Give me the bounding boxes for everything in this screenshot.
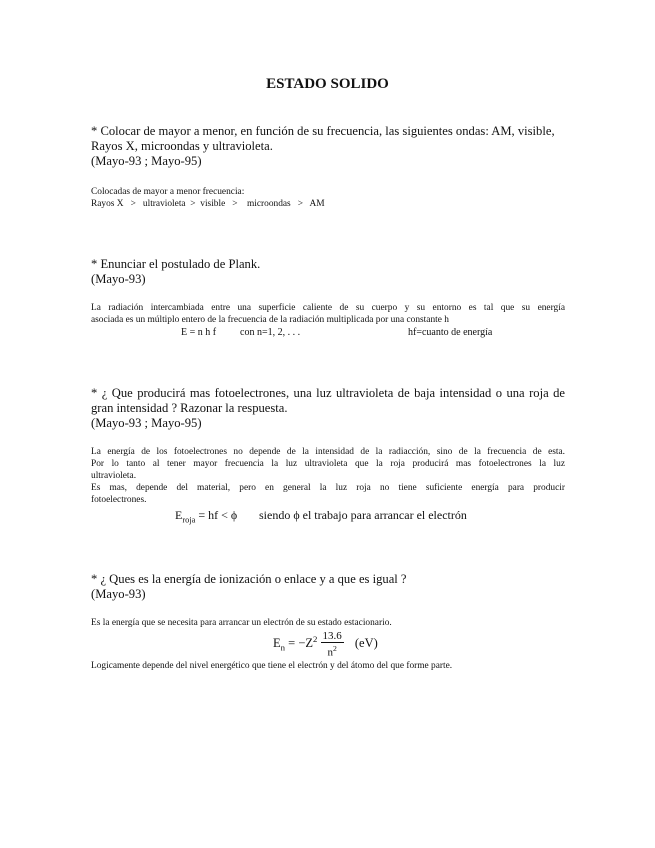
question-4 <box>91 572 565 602</box>
question-2-date: (Mayo-93) <box>91 272 146 286</box>
photoelectric-eq-rest: = hf < ϕ <box>195 508 238 522</box>
ionization-equation <box>273 630 378 659</box>
answer-1-line-1: Colocadas de mayor a menor frecuencia: <box>91 187 245 197</box>
photoelectric-eq-subscript: roja <box>182 515 196 525</box>
question-2 <box>91 257 565 287</box>
question-4-date: (Mayo-93) <box>91 587 146 601</box>
answer-1-line-2: Rayos X > ultravioleta > visible > microondas > AM <box>91 199 325 209</box>
answer-2 <box>91 302 565 326</box>
answer-2-line-1: La radiación intercambiada entre una superficie caliente de su cuerpo y su entorno es tal que su energía <box>91 303 565 313</box>
answer-3 <box>91 446 565 506</box>
planck-note: hf=cuanto de energía <box>408 327 493 338</box>
question-1-date: (Mayo-93 ; Mayo-95) <box>91 154 202 168</box>
ionization-unit: (eV) <box>354 636 378 651</box>
question-1-line-1: * Colocar de mayor a menor, en función de su frecuencia, las siguientes ondas: AM, visible, <box>91 124 555 138</box>
planck-condition: con n=1, 2, . . . <box>240 327 301 338</box>
ionization-den-base: n <box>327 646 333 659</box>
ionization-eq-mid: = −Z <box>285 636 314 651</box>
ionization-den-superscript: 2 <box>332 644 337 653</box>
question-1-line-2: Rayos X, microondas y ultravioleta. <box>91 139 273 153</box>
planck-equation: E = n h f <box>181 327 217 338</box>
answer-3-line-3: ultravioleta. <box>91 471 137 481</box>
question-1 <box>91 124 565 169</box>
question-3-line-2: gran intensidad ? Razonar la respuesta. <box>91 401 288 415</box>
ionization-fraction-denominator <box>321 643 344 659</box>
photoelectric-description: siendo ϕ el trabajo para arrancar el electrón <box>259 508 467 522</box>
ionization-eq-symbol: E <box>273 636 281 651</box>
answer-4-line-1: Es la energía que se necesita para arrancar un electrón de su estado estacionario. <box>91 618 392 628</box>
answer-2-line-2: asociada es un múltiplo entero de la frecuencia de la radiación multiplicada por una constante h <box>91 315 449 325</box>
page-title: ESTADO SOLIDO <box>266 76 389 92</box>
ionization-eq-subscript: n <box>280 642 286 653</box>
ionization-fraction <box>321 630 344 659</box>
answer-3-line-2: Por lo tanto al tener mayor frecuencia la luz ultravioleta que la roja producirá mas fotoelectrones la luz <box>91 459 565 469</box>
question-2-line-1: * Enunciar el postulado de Plank. <box>91 257 261 271</box>
answer-3-line-5: fotoelectrones. <box>91 495 147 505</box>
question-3 <box>91 386 565 431</box>
ionization-fraction-numerator: 13.6 <box>322 630 342 642</box>
question-4-line-1: * ¿ Ques es la energía de ionización o enlace y a que es igual ? <box>91 572 407 586</box>
photoelectric-eq-symbol: E <box>175 508 183 522</box>
photoelectric-equation <box>175 508 237 524</box>
ionization-eq-superscript: 2 <box>313 634 318 645</box>
answer-3-line-4: Es mas, depende del material, pero en general la luz roja no tiene suficiente energía para producir <box>91 483 565 493</box>
answer-3-line-1: La energía de los fotoelectrones no depende de la intensidad de la radiacción, sino de la frecuencia de esta. <box>91 447 565 457</box>
question-3-date: (Mayo-93 ; Mayo-95) <box>91 416 202 430</box>
question-3-line-1: * ¿ Que producirá mas fotoelectrones, una luz ultravioleta de baja intensidad o una roja de <box>91 386 565 400</box>
answer-1 <box>91 186 565 210</box>
answer-4-line-2: Logicamente depende del nivel energético que tiene el electrón y del átomo del que forme parte. <box>91 661 453 671</box>
